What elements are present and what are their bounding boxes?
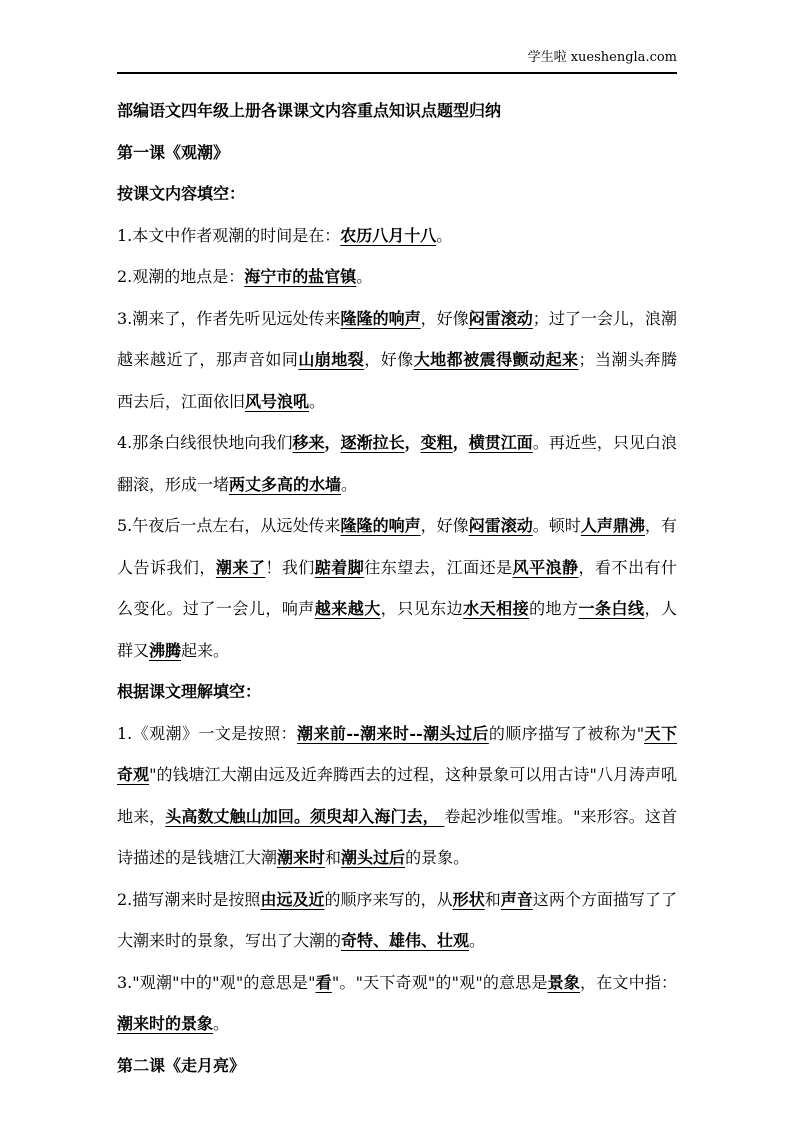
fill-item-3	[117, 298, 677, 423]
text-run: ，	[404, 433, 421, 452]
answer-blank-text: 潮来时	[277, 848, 326, 867]
answer-blank-text: 潮来时的景象	[117, 1014, 214, 1033]
text-run: 。再近些，只见白浪翻滚，形成一堵	[117, 433, 677, 494]
lesson-1-heading	[117, 132, 677, 174]
text-run: 。顿时	[532, 516, 581, 535]
text-run: 和	[484, 889, 501, 909]
answer-blank-text: 奇特、雄伟、壮观	[341, 931, 470, 950]
text-run: 。	[356, 267, 373, 286]
text-run: ，看不出有什么变化。过了一会儿，响声	[117, 557, 677, 618]
answer-blank-text: 人声鼎沸	[580, 516, 645, 535]
text-run: 1.本文中作者观潮的时间是在：	[117, 225, 341, 245]
text-run: "的钱塘江大潮由远及近奔腾西去的过程，这种景象可以用古诗"八月涛声吼地来，	[117, 765, 677, 826]
answer-blank-text: 沸腾	[149, 640, 182, 660]
text-run: ，好像	[420, 516, 469, 535]
answer-blank-text: 形状	[452, 889, 485, 909]
section-heading-fill-by-understanding	[117, 671, 677, 713]
text-run: 的地方	[529, 599, 579, 618]
answer-blank-text: 横贯江面	[468, 433, 533, 452]
text-run: ，好像	[420, 308, 469, 328]
text-run: ，在文中指：	[580, 972, 677, 992]
text-run: 往东望去，江面还是	[364, 557, 513, 577]
answer-blank-text: 潮来了	[215, 557, 266, 577]
text-run: ，好像	[364, 350, 414, 369]
answer-blank-text: 看	[315, 972, 332, 992]
text-run: 3.潮来了，作者先听见远处传来	[117, 308, 341, 328]
document-title	[117, 90, 677, 132]
fill-item-5	[117, 505, 677, 671]
text-run: 和	[325, 848, 342, 867]
text-run: ，	[324, 433, 341, 452]
answer-blank-text: 变粗	[420, 433, 453, 452]
document-body	[117, 90, 677, 1086]
answer-blank-text: 风号浪吼	[245, 391, 310, 411]
text-run: 根据课文理解填空：	[117, 682, 262, 701]
answer-blank-text: 闷雷滚动	[468, 516, 533, 535]
text-run: 。	[436, 225, 453, 245]
answer-blank-text: 潮头过后	[341, 848, 406, 867]
text-run: 。	[309, 391, 326, 411]
answer-blank-text: 潮来前--潮来时--潮头过后	[297, 723, 489, 743]
answer-blank-text: 农历八月十八	[340, 225, 437, 245]
understanding-item-2	[117, 879, 677, 962]
text-run: 第一课《观潮》	[117, 142, 230, 162]
answer-blank-text: 景象	[547, 972, 581, 992]
text-run: ；当潮头奔腾西去后，江面依旧	[117, 350, 677, 411]
text-run: 5.午夜后一点左右，从远处传来	[117, 516, 341, 535]
text-run: ，	[452, 433, 469, 452]
text-run: 。	[469, 931, 486, 950]
site-watermark: 学生啦 xueshengla.com	[527, 50, 677, 65]
text-run: ，只见东边	[380, 599, 464, 618]
text-run: 的顺序描写了被称为"	[488, 723, 645, 743]
fill-item-2	[117, 256, 677, 298]
text-run: 3."观潮"中的"观"的意思是"	[117, 972, 316, 992]
answer-blank-text: 海宁市的盐官镇	[244, 267, 357, 286]
text-run: 部编语文四年级上册各课课文内容重点知识点题型归纳	[117, 101, 502, 120]
text-run: 第二课《走月亮》	[117, 1055, 246, 1075]
answer-blank-text: 隆隆的响声	[340, 516, 421, 535]
answer-blank-text: 山崩地裂	[298, 350, 365, 369]
answer-blank-text: 一条白线	[578, 599, 645, 618]
text-run: 。	[213, 1014, 230, 1033]
text-run: 的顺序来写的，从	[324, 889, 453, 909]
text-run: ！我们	[265, 557, 315, 577]
answer-blank-text: 风平浪静	[512, 557, 579, 577]
text-run: 。	[341, 474, 358, 494]
understanding-item-1	[117, 713, 677, 879]
answer-blank-text: 移来	[292, 433, 325, 452]
answer-blank-text: 踮着脚	[314, 557, 365, 577]
answer-blank-text: 两丈多高的水墙	[229, 474, 342, 494]
answer-blank-text: 水天相接	[463, 599, 530, 618]
text-run: 起来。	[181, 640, 230, 660]
lesson-2-heading	[117, 1045, 677, 1087]
text-run: 1.《观潮》一文是按照：	[117, 723, 298, 743]
answer-blank-text: 逐渐拉长	[340, 433, 405, 452]
answer-blank-text: 隆隆的响声	[340, 308, 421, 328]
answer-blank-text: 越来越大	[314, 599, 381, 618]
text-run: 2.描写潮来时是按照	[117, 889, 261, 909]
text-run: 卷起沙堆似雪堆。"来形容。这首诗描述的是钱塘江大潮	[117, 806, 677, 867]
text-run: 这两个方面描写了了大潮来时的景象，写出了大潮的	[117, 889, 677, 950]
text-run: ，人群又	[117, 599, 677, 660]
answer-blank-text: 闷雷滚动	[468, 308, 533, 328]
text-run: 的景象。	[405, 848, 470, 867]
text-run: 2.观潮的地点是：	[117, 267, 245, 286]
text-run: ，有人告诉我们，	[117, 516, 677, 577]
section-heading-fill-by-text	[117, 173, 677, 215]
answer-blank-text: 天下奇观	[117, 723, 677, 784]
text-run: "。"天下奇观"的"观"的意思是	[331, 972, 548, 992]
fill-item-1	[117, 215, 677, 257]
answer-blank-text: 大地都被震得颤动起来	[413, 350, 579, 369]
text-run: 4.那条白线很快地向我们	[117, 433, 293, 452]
answer-blank-text: 头高数丈触山加回。须臾却入海门去，	[165, 806, 445, 826]
page-header	[117, 0, 677, 74]
understanding-item-3	[117, 962, 677, 1045]
text-run: ；过了一会儿，浪潮越来越近了，那声音如同	[117, 308, 677, 369]
fill-item-4	[117, 422, 677, 505]
answer-blank-text: 由远及近	[260, 889, 325, 909]
answer-blank-text: 声音	[500, 889, 533, 909]
text-run: 按课文内容填空：	[117, 184, 246, 203]
